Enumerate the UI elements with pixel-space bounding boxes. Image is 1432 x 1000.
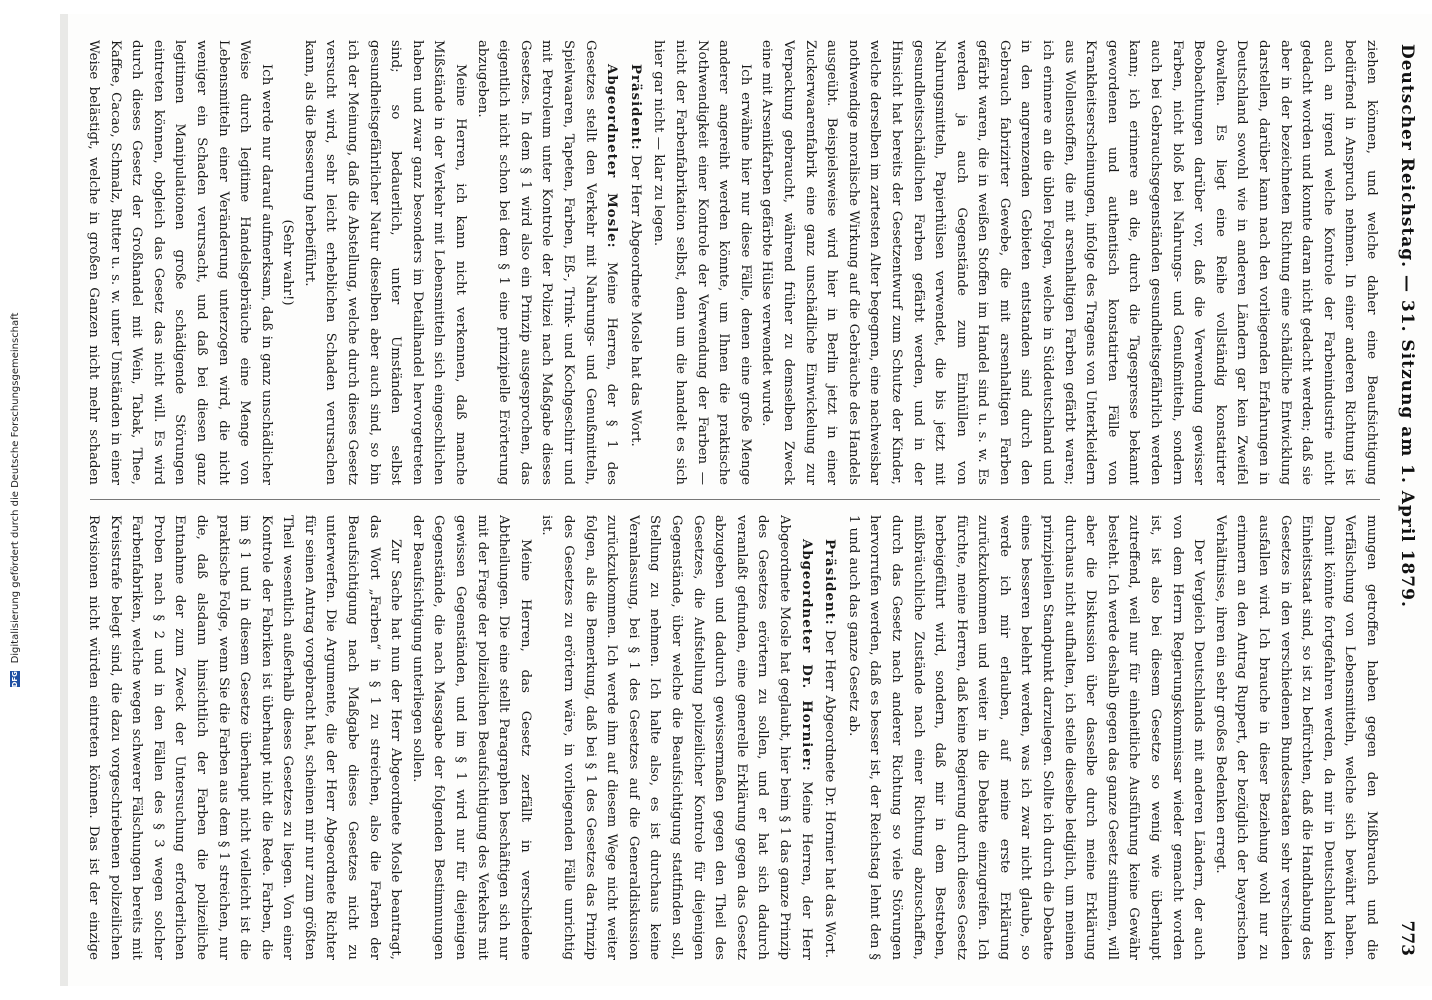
- digitization-credit-text: Digitalisierung gefördert durch die Deutsche Forschungsgemeinschaft: [9, 312, 21, 664]
- scan-edge: [60, 14, 68, 986]
- paragraph: Der Vergleich Deutschlands mit anderen Ländern, der auch von dem Herrn Regierungskommissar wieder gemacht worden ist, ist also bei diesem Gesetze so wenig wie überhaupt zutreffend, weil nur für einheitliche Ausführung keine Gewähr besteht. Ich werde deshalb gegen das ganze Gesetz stimmen, will aber die Diskussion über dasselbe durch meine Erklärung durchaus nicht aufhalten, ich stelle dieselbe lediglich, um meinen prinzipiellen Standpunkt darzulegen. Sollte ich durch die Debatte eines besseren belehrt werden, was ich zwar nicht glaube, so werde ich mir erlauben, auf meine erste Erklärung zurückzukommen und weiter in die Debatte einzugreifen. Ich fürchte, meine Herren, daß keine Regierung durch dieses Gesetz herbeigeführt wird, sondern, daß mir in dem Bestreben, mißbräuchliche Zustände nach einer Richtung abzuschaffen, durch das Gesetz nach anderer Richtung so viele Störungen hervorrufen werden, daß es besser ist, der Reichstag lehnt den § 1 und auch das ganze Gesetz ab.: [845, 515, 1207, 960]
- speech-text: Meine Herren, der § 1 des Gesetzes stellt den Verkehr mit Nahrungs- und Genußmitteln, Spielwaaren, Tapeten, Farben, Eß-, Trink- und Kochgeschirr und mit Petroleum unter Kontrole der Polizei nach Maßgabe dieses Gesetzes. In dem § 1 wird also ein Prinzip ausgesprochen, das eigentlich nicht schon bei dem § 1 eine prinzipielle Erörterung abzugeben.: [474, 40, 620, 485]
- header-title: Deutscher Reichstag. — 31. Sitzung am 1. April 1879.: [1397, 44, 1417, 608]
- speech-text: Meine Herren, der Herr Abgeordnete Mosle hat geglaubt, hier beim § 1 das ganze Prinzip des Gesetzes erörtern zu sollen, und er hat sich dadurch veranlaßt gefunden, eine generelle Erklärung gegen das Gesetz abzugeben und dadurch gewissermaßen gegen den Theil des Gesetzes, die Aufstellung polizeilicher Kontrole für diejenigen Gegenstände, über welche die Beaufsichtigung stattfinden soll, Stellung zu nehmen. Ich halte also, es ist durchaus keine Veranlassung, bei § 1 des Gesetzes auf die Generaldiskussion zurückzukommen. Ich werde ihm auf diesem Wege nicht weiter folgen, als die Bemerkung, daß bei § 1 des Gesetzes das Prinzip des Gesetzes zu erörtern wäre, in vorliegenden Fälle unrichtig ist.: [539, 515, 814, 960]
- page-header: [1392, 20, 1422, 980]
- speech-text: Der Herr Abgeordnete Mosle hat das Wort.: [627, 154, 643, 447]
- speech-text: Der Herr Abgeordnete Dr. Hornier hat das Wort.: [822, 629, 838, 959]
- speaker-name: Abgeordneter Dr. Hornier:: [798, 539, 814, 772]
- paragraph: Ich werde nur darauf aufmerksam, daß in ganz unschädlicher Weise durch legitime Handelsgebräuche eine Menge von Lebensmitteln einer Veränderung unterzogen wird, die nicht weniger ein Schaden verursacht, und daß bei diesen ganz legitimen Manipulationen große schädigende Störungen eintreten können, obgleich das Gesetz das nicht will. Es wird durch dieses Gesetz der Großhandel mit Wein, Tabak, Thee, Kaffee, Cacao, Schmalz, Butter u. s. w. unter Umständen in einer Weise belästigt, welche in großen Ganzen nicht mehr schaden: [85, 40, 274, 485]
- digitization-credit: [0, 0, 30, 1000]
- right-column: [82, 515, 1382, 960]
- speech-block: [819, 515, 841, 960]
- page-number: 773: [1397, 920, 1417, 956]
- paragraph: Meine Herren, das Gesetz zerfällt in verschiedene Abtheilungen. Die eine stellt Paragraphen beschäftigen sich nur mit der Frage der polizeilichen Beaufsichtigung des Verkehrs mit gewissen Gegenständen, und im § 1 wird nur für diejenigen Gegenstände, die nach Massgabe der folgenden Bestimmungen der Beaufsichtigung unterliegen sollen.: [409, 515, 533, 960]
- dfg-logo-icon: DFG: [11, 671, 19, 688]
- paragraph: Zur Sache hat nun der Herr Abgeordnete Mosle beantragt, das Wort „Farben“ in § 1 zu streichen, also die Farben der Beaufsichtigung nach Maßgabe dieses Gesetzes nicht zu unterwerfen. Die Argumente, die der Herr Abgeordnete Richter für seinen Antrag vorgebracht hat, scheinen mir nur zum größten Theil wesentlich außerhalb dieses Gesetzes zu liegen. Von einer Kontrole der Fabriken ist überhaupt nicht die Rede. Farben, die im § 1 und in diesem Gesetze überhaupt nicht vielleicht ist die praktische Folge, wenn Sie die Farben aus dem § 1 streichen, nur die, daß alsdann hinsichtlich der Farben die polizeiliche Entnahme der zum Zweck der Untersuchung erforderlichen Proben nach § 2 und in den Fällen des § 3 wegen solcher Farbenfabriken, welche wegen schwerer Fälschungen bereits mit Kreisstrafe belegt sind, die dazu vorgeschriebenen polizeilichen Revisionen nicht würden eintreten können. Das ist der einzige: [85, 515, 404, 960]
- column-divider: [90, 499, 1380, 500]
- speech-block: [624, 40, 646, 485]
- speaker-name: Präsident:: [627, 64, 643, 151]
- paragraph: Ich erwähne hier nur diese Fälle, denen eine große Menge anderer angereiht werden könnte, um Ihnen die praktische Nothwendigkeit einer Kontrole der Verwendung der Farben — nicht der Farbenfabrikation selbst, denn um die handelt es sich hier gar nicht — klar zu legen.: [651, 40, 753, 485]
- page-content: [70, 20, 1430, 980]
- paragraph: Meine Herren, ich kann nicht verkennen, daß manche Mißstände in der Verkehr mit Lebensmitteln sich eingeschlichen haben und zwar ganz besonders im Detailhandel hervorgetreten sind; so bedauerlich, unter Umständen selbst gesundheitsgefährlicher Natur dieselben aber auch sind, so bin ich der Meinung, daß die Abstellung, welche durch dieses Gesetz versucht wird, sehr leicht erheblichen Schaden verursachen kann, als die Besserung herbeiführt.: [301, 40, 469, 485]
- speaker-name: Präsident:: [822, 539, 838, 626]
- interjection: (Sehr wahr!): [280, 219, 296, 306]
- digitization-credit-text-wrap: [5, 0, 25, 1000]
- left-column: [82, 40, 1382, 485]
- speech-block: [471, 40, 622, 485]
- speech-block: [536, 515, 817, 960]
- paragraph: ziehen können, und welche daher eine Beaufsichtigung bedürfend in Anspruch nehmen. In einer anderen Richtung ist auch an irgend welche Kontrole der Farbenindustrie nicht gedacht worden und konnte daran nicht gedacht werden; daß sie aber in der bezeichneten Richtung eine schädliche Entwicklung darstellen, darüber kann nach den vorliegenden Erfahrungen in Deutschland sowohl wie in anderen Ländern gar kein Zweifel obwalten. Es liegt eine Reihe vollständig konstatirter Beobachtungen darüber vor, daß die Verwendung gewisser Farben, nicht bloß bei Nahrungs- und Genußmitteln, sondern auch bei Gebrauchsgegenständen gesundheitsgefährlich werden kann; ich erinnere an die, durch die Tagespresse bekannt gewordenen und authentisch konstatirten Fälle von Krankheitserscheinungen, infolge des Tragens von Unterkleidern aus Wollenstoffen, die mit arsenhaltigen Farben gefärbt waren; ich erinnere an die üblen Folgen, welche in Süddeutschland und in den angrenzenden Gebieten entstanden sind durch den Gebrauch fabrizirter Gewebe, die mit arsenhaltigen Farben gefärbt waren, die in weißen Stoffen im Handel sind u. s. w. Es werden ja auch Gegenstände zum Einhüllen von Nahrungsmitteln, Papierhülsen verwendet, die bis jetzt mit gesundheitsschädlichen Farben gefärbt werden, und in der Hinsicht hat bereits der Gesetzentwurf zum Schutze der Kinder, welche derselben im zartesten Alter begegnen, eine nachweisbar nothwendige moralische Wirkung auf die Gebräuche des Handels ausgeübt. Beispielsweise wird hier in Berlin jetzt in einer Zuckerwaarenfabrik eine ganz unschädliche Einwickelung zur Verpackung gebraucht, während früher zu demselben Zweck eine mit Arsenikfarben gefärbte Hülse verwendet wurde.: [759, 40, 1379, 485]
- rotated-page-area: [70, 20, 1430, 980]
- speaker-name: Abgeordneter Mosle:: [604, 64, 620, 249]
- paragraph: mungen getroffen haben gegen den Mißbrauch und die Verfälschung von Lebensmitteln, welche sich bewährt haben. Damit könnte fortgefahren werden, da mir in Deutschland kein Einheitsstaat sind, so ist zu befürchten, daß die Handhabung des Gesetzes in den verschiedenen Bundesstaaten sehr verschieden ausfallen wird. Ich brauche in dieser Beziehung wohl nur zu erinnern an den Antrag Ruppert, der bezüglich der bayerischen Verhältnisse, ihren ein sehr großes Bedenken erregt.: [1212, 515, 1379, 960]
